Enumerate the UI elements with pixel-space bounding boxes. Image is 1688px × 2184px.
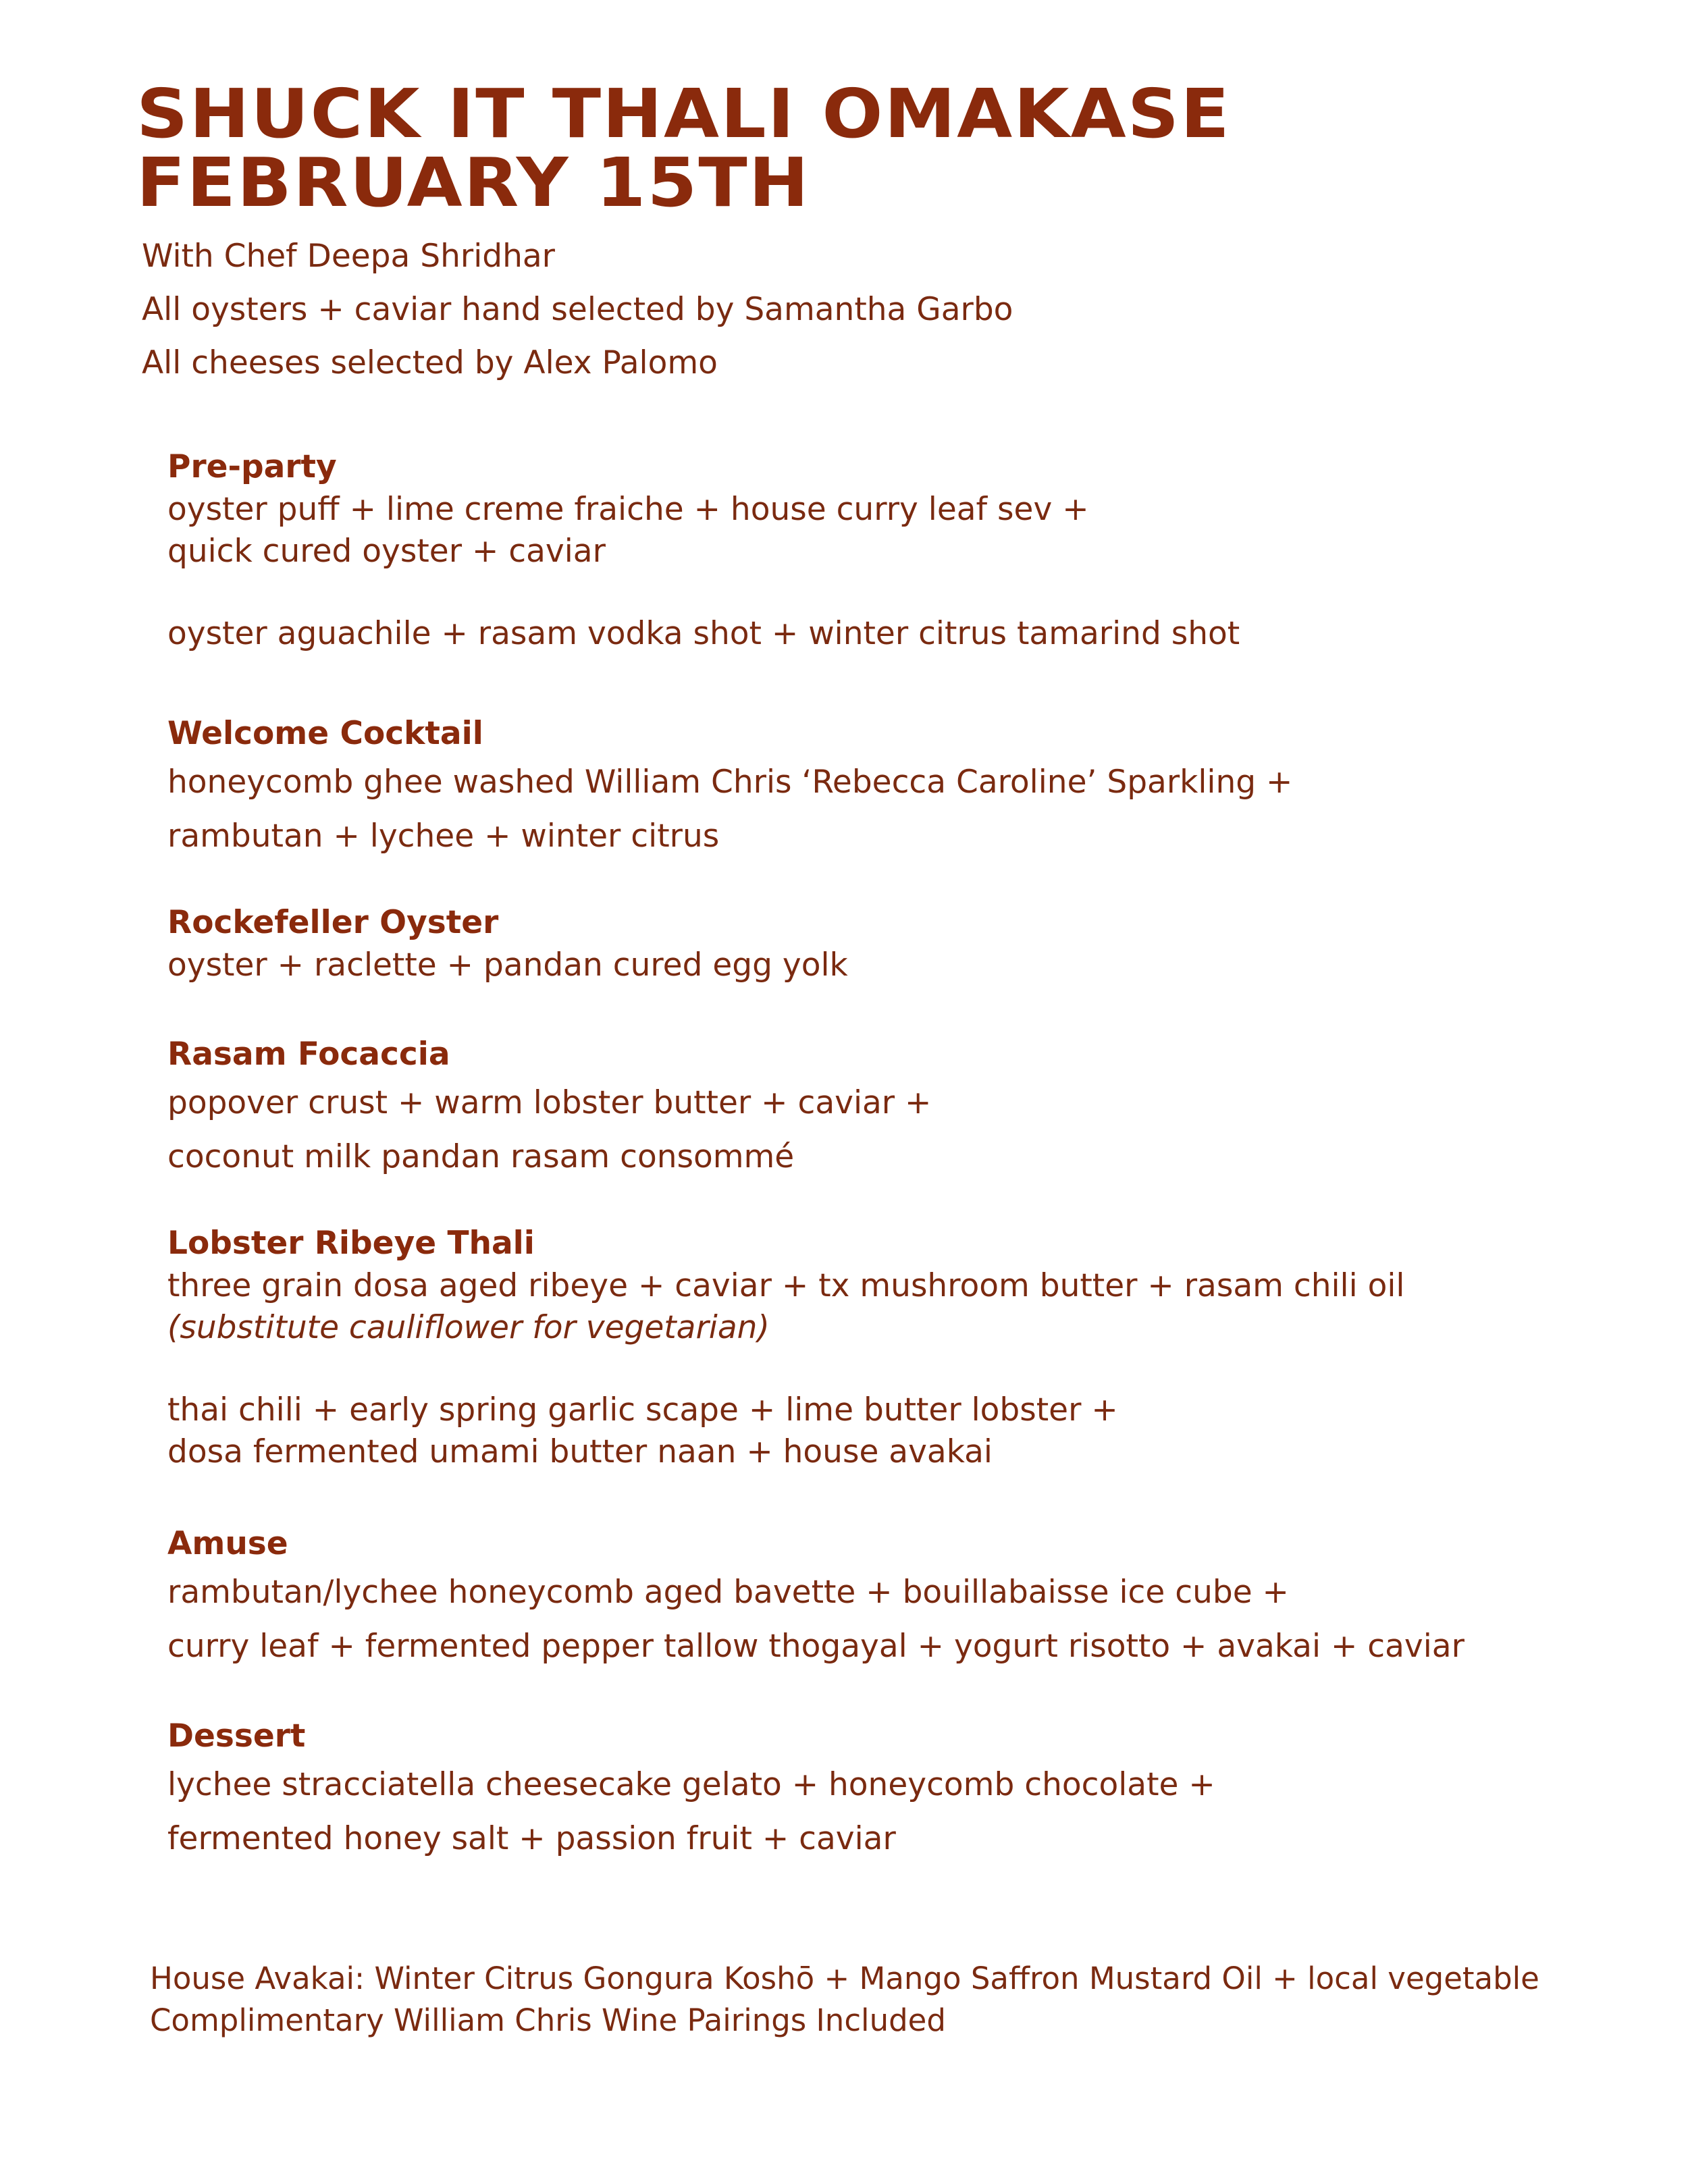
course-line: thai chili + early spring garlic scape + lime butter lobster + bbox=[167, 1391, 1118, 1429]
course-line: rambutan/lychee honeycomb aged bavette + bouillabaisse ice cube + bbox=[167, 1574, 1289, 1611]
course-title: Amuse bbox=[167, 1525, 288, 1562]
course-welcome-cocktail bbox=[167, 712, 1653, 863]
course-line: popover crust + warm lobster butter + caviar + bbox=[167, 1084, 932, 1121]
course-line: oyster + raclette + pandan cured egg yolk bbox=[167, 947, 848, 984]
course-amuse bbox=[167, 1522, 1653, 1674]
course-title: Rockefeller Oyster bbox=[167, 904, 499, 941]
course-line: curry leaf + fermented pepper tallow thogayal + yogurt risotto + avakai + caviar bbox=[167, 1628, 1465, 1665]
intro-chef: With Chef Deepa Shridhar bbox=[142, 238, 556, 275]
spacer bbox=[167, 1349, 1653, 1389]
vegetarian-note: (substitute cauliflower for vegetarian) bbox=[167, 1309, 770, 1346]
course-line: coconut milk pandan rasam consommé bbox=[167, 1138, 795, 1175]
course-rasam-focaccia bbox=[167, 1033, 1653, 1184]
course-title: Dessert bbox=[167, 1717, 306, 1755]
course-dessert bbox=[167, 1715, 1653, 1866]
course-line: lychee stracciatella cheesecake gelato + honeycomb chocolate + bbox=[167, 1766, 1215, 1803]
course-line: oyster puff + lime creme fraiche + house curry leaf sev + bbox=[167, 491, 1089, 528]
menu-footer bbox=[150, 1958, 1539, 2042]
menu-title-line-2: FEBRUARY 15TH bbox=[136, 143, 810, 222]
course-line: three grain dosa aged ribeye + caviar + tx mushroom butter + rasam chili oil bbox=[167, 1267, 1405, 1304]
spacer bbox=[167, 572, 1653, 613]
course-line: honeycomb ghee washed William Chris ‘Rebecca Caroline’ Sparkling + bbox=[167, 764, 1293, 801]
course-line: oyster aguachile + rasam vodka shot + winter citrus tamarind shot bbox=[167, 615, 1240, 652]
course-lobster-ribeye-thali bbox=[167, 1222, 1653, 1473]
menu-title bbox=[136, 74, 1231, 222]
course-line: quick cured oyster + caviar bbox=[167, 533, 606, 570]
course-line: fermented honey salt + passion fruit + caviar bbox=[167, 1820, 896, 1857]
intro-oysters-credit: All oysters + caviar hand selected by Samantha Garbo bbox=[142, 291, 1013, 328]
course-title: Rasam Focaccia bbox=[167, 1036, 450, 1073]
intro-block bbox=[142, 230, 1013, 390]
course-title: Lobster Ribeye Thali bbox=[167, 1225, 535, 1262]
footer-avakai-note: House Avakai: Winter Citrus Gongura Koshō + Mango Saffron Mustard Oil + local vegetable bbox=[150, 1961, 1539, 1996]
course-pre-party bbox=[167, 446, 1653, 655]
course-title: Pre-party bbox=[167, 448, 337, 485]
course-line: rambutan + lychee + winter citrus bbox=[167, 818, 720, 855]
intro-cheeses-credit: All cheeses selected by Alex Palomo bbox=[142, 344, 718, 381]
footer-wine-pairings-note: Complimentary William Chris Wine Pairings Included bbox=[150, 2002, 946, 2038]
course-line: dosa fermented umami butter naan + house avakai bbox=[167, 1433, 993, 1470]
course-rockefeller-oyster bbox=[167, 901, 1653, 986]
course-title: Welcome Cocktail bbox=[167, 715, 483, 752]
menu-title-line-1: SHUCK IT THALI OMAKASE bbox=[136, 74, 1231, 153]
